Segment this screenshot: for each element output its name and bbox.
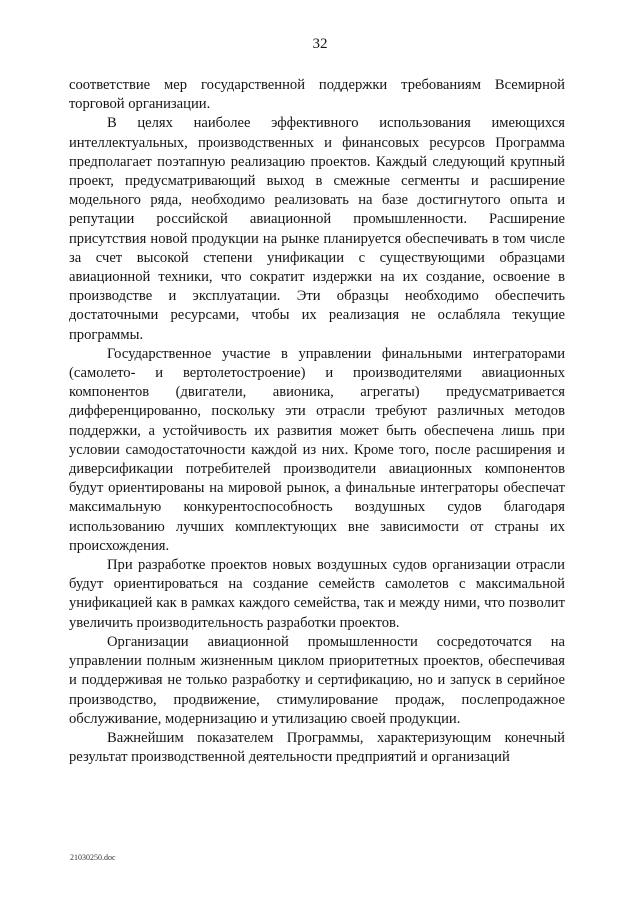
paragraph: В целях наиболее эффективного использования имеющихся интеллектуальных, производственных и финансовых ресурсов Программа предполагает поэтапную реализацию проектов. Каждый следующий крупный проект, предусматривающий выход в смежные сегменты и расширение модельного ряда, необходимо реализовать на базе достигнутого опыта и репутации российской авиационной промышленности. Расширение присутствия новой продукции на рынке планируется обеспечивать в том числе за счет высокой степени унификации с существующими образцами авиационной техники, что сократит издержки на их создание, освоение в производстве и эксплуатации. Эти образцы необходимо обеспечить достаточными ресурсами, чтобы их реализация не ослабляла текущие программы.: [69, 115, 565, 343]
footer-filename: 21030250.doc: [70, 853, 116, 862]
paragraph: Организации авиационной промышленности сосредоточатся на управлении полным жизненным циклом приоритетных проектов, обеспечивая и поддерживая не только разработку и сертификацию, но и запуск в серийное производство, продвижение, стимулирование продаж, послепродажное обслуживание, модернизацию и утилизацию своей продукции.: [69, 633, 565, 727]
document-body: [69, 76, 565, 767]
paragraph: При разработке проектов новых воздушных судов организации отрасли будут ориентироваться на создание семейств самолетов с максимальной унификацией как в рамках каждого семейства, так и между ними, что позволит увеличить производительность разработки проектов.: [69, 557, 565, 631]
paragraph: Государственное участие в управлении финальными интеграторами (самолето- и вертолетостроение) и производителями авиационных компонентов (двигатели, авионика, агрегаты) предусматривается дифференцированно, поскольку эти отрасли требуют различных методов поддержки, а устойчивость их развития может быть обеспечена лишь при условии самодостаточности каждой из них. Кроме того, после расширения и диверсификации потребителей производители авиационных компонентов будут ориентированы на мировой рынок, а финальные интеграторы обеспечат максимальную конкурентоспособность воздушных судов благодаря использованию лучших комплектующих вне зависимости от страны их происхождения.: [69, 345, 565, 554]
page-number: 32: [312, 36, 328, 52]
paragraph: соответствие мер государственной поддержки требованиям Всемирной торговой организации.: [69, 77, 565, 113]
paragraph: Важнейшим показателем Программы, характеризующим конечный результат производственной деятельности предприятий и организаций: [69, 729, 565, 766]
